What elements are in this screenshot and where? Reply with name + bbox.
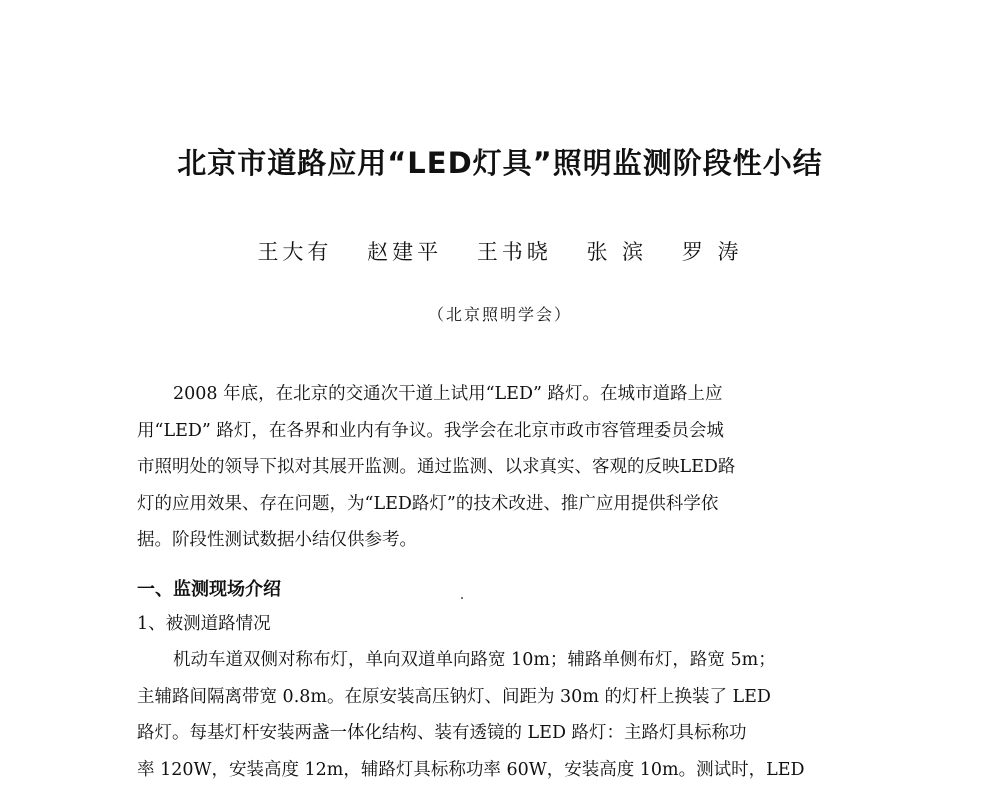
paragraph-line: 2008 年底，在北京的交通次干道上试用“LED” 路灯。在城市道路上应	[137, 376, 865, 413]
author-name: 赵建平	[367, 236, 442, 268]
page-title: 北京市道路应用“LED灯具”照明监测阶段性小结	[0, 143, 1000, 183]
author-list	[0, 236, 1000, 268]
subsection-heading: 1、被测道路情况	[137, 609, 271, 639]
paragraph-line: 率 120W，安装高度 12m，辅路灯具标称功率 60W，安装高度 10m。测试时，LED	[137, 752, 865, 788]
paragraph-line: 据。阶段性测试数据小结仅供参考。	[137, 522, 865, 559]
author-name: 王大有	[257, 236, 332, 268]
paragraph-line: 市照明处的领导下拟对其展开监测。通过监测、以求真实、客观的反映LED路	[137, 449, 865, 486]
body-paragraph	[137, 642, 865, 788]
paragraph-line: 机动车道双侧对称布灯，单向双道单向路宽 10m；辅路单侧布灯，路宽 5m；	[137, 642, 865, 679]
intro-paragraph	[137, 376, 865, 559]
affiliation: （北京照明学会）	[0, 302, 1000, 328]
author-name: 王书晓	[477, 236, 552, 268]
paragraph-line: 主辅路间隔离带宽 0.8m。在原安装高压钠灯、间距为 30m 的灯杆上换装了 LED	[137, 679, 865, 716]
paragraph-line: 路灯。每基灯杆安装两盏一体化结构、装有透镜的 LED 路灯：主路灯具标称功	[137, 715, 865, 752]
scan-speck	[461, 597, 463, 599]
paragraph-line: 用“LED” 路灯，在各界和业内有争议。我学会在北京市政市容管理委员会城	[137, 413, 865, 450]
author-name: 张 滨	[587, 236, 648, 268]
author-name: 罗 涛	[682, 236, 743, 268]
section-heading: 一、监测现场介绍	[137, 575, 281, 605]
paragraph-line: 灯的应用效果、存在问题，为“LED路灯”的技术改进、推广应用提供科学依	[137, 486, 865, 523]
